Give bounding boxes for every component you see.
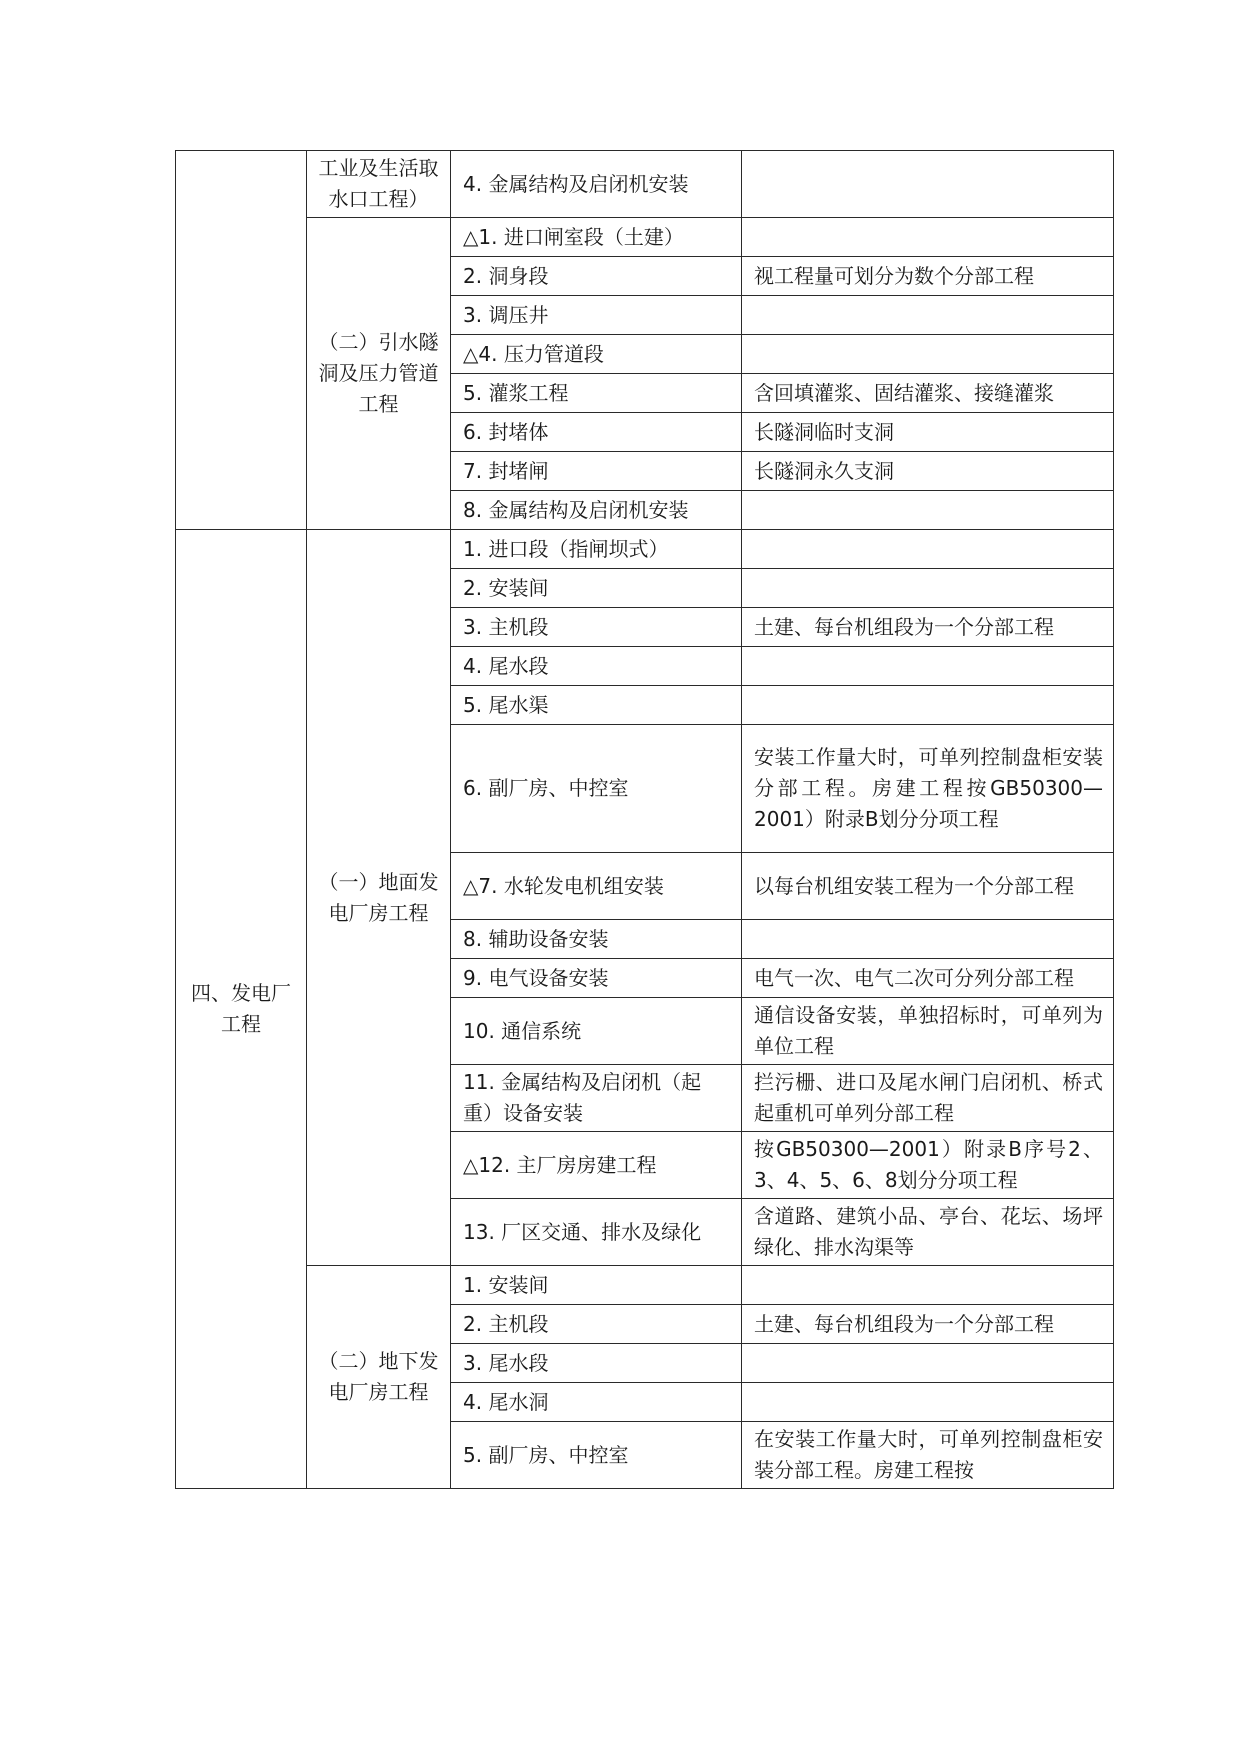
item-cell: 6. 封堵体 xyxy=(451,413,742,452)
note-cell xyxy=(742,151,1114,218)
item-cell: 2. 洞身段 xyxy=(451,257,742,296)
note-cell xyxy=(742,1266,1114,1305)
note-cell: 安装工作量大时，可单列控制盘柜安装分部工程。房建工程按GB50300—2001）附录B划分分项工程 xyxy=(742,725,1114,853)
table-row xyxy=(176,530,1114,569)
note-cell: 含道路、建筑小品、亭台、花坛、场坪绿化、排水沟渠等 xyxy=(742,1199,1114,1266)
item-cell: 7. 封堵闸 xyxy=(451,452,742,491)
item-cell: 1. 安装间 xyxy=(451,1266,742,1305)
note-cell: 拦污栅、进口及尾水闸门启闭机、桥式起重机可单列分部工程 xyxy=(742,1065,1114,1132)
project-division-table xyxy=(175,150,1114,1489)
table-row xyxy=(176,218,1114,257)
note-cell: 视工程量可划分为数个分部工程 xyxy=(742,257,1114,296)
item-cell: 4. 金属结构及启闭机安装 xyxy=(451,151,742,218)
item-cell: △7. 水轮发电机组安装 xyxy=(451,853,742,920)
item-cell: 2. 安装间 xyxy=(451,569,742,608)
subproject-cell: （一）地面发电厂房工程 xyxy=(307,530,451,1266)
note-cell xyxy=(742,491,1114,530)
item-cell: 9. 电气设备安装 xyxy=(451,959,742,998)
note-cell xyxy=(742,530,1114,569)
note-cell xyxy=(742,335,1114,374)
note-cell: 长隧洞临时支洞 xyxy=(742,413,1114,452)
note-cell xyxy=(742,920,1114,959)
note-cell xyxy=(742,1344,1114,1383)
subproject-cell: 工业及生活取水口工程） xyxy=(307,151,451,218)
item-cell: 3. 主机段 xyxy=(451,608,742,647)
note-cell: 按GB50300—2001）附录B序号2、3、4、5、6、8划分分项工程 xyxy=(742,1132,1114,1199)
subproject-cell: （二）地下发电厂房工程 xyxy=(307,1266,451,1489)
note-cell: 土建、每台机组段为一个分部工程 xyxy=(742,608,1114,647)
note-cell xyxy=(742,569,1114,608)
note-cell: 电气一次、电气二次可分列分部工程 xyxy=(742,959,1114,998)
note-cell xyxy=(742,218,1114,257)
note-cell: 土建、每台机组段为一个分部工程 xyxy=(742,1305,1114,1344)
note-cell xyxy=(742,686,1114,725)
note-cell: 在安装工作量大时，可单列控制盘柜安装分部工程。房建工程按 xyxy=(742,1422,1114,1489)
note-cell: 通信设备安装，单独招标时，可单列为单位工程 xyxy=(742,998,1114,1065)
note-cell: 以每台机组安装工程为一个分部工程 xyxy=(742,853,1114,920)
item-cell: 11. 金属结构及启闭机（起重）设备安装 xyxy=(451,1065,742,1132)
category-cell xyxy=(176,151,307,530)
item-cell: 5. 副厂房、中控室 xyxy=(451,1422,742,1489)
item-cell: 4. 尾水洞 xyxy=(451,1383,742,1422)
item-cell: 3. 尾水段 xyxy=(451,1344,742,1383)
item-cell: 13. 厂区交通、排水及绿化 xyxy=(451,1199,742,1266)
item-cell: 8. 辅助设备安装 xyxy=(451,920,742,959)
item-cell: 5. 灌浆工程 xyxy=(451,374,742,413)
item-cell: 5. 尾水渠 xyxy=(451,686,742,725)
item-cell: 10. 通信系统 xyxy=(451,998,742,1065)
note-cell xyxy=(742,647,1114,686)
category-cell: 四、发电厂工程 xyxy=(176,530,307,1489)
item-cell: △4. 压力管道段 xyxy=(451,335,742,374)
item-cell: 1. 进口段（指闸坝式） xyxy=(451,530,742,569)
note-cell xyxy=(742,1383,1114,1422)
item-cell: △12. 主厂房房建工程 xyxy=(451,1132,742,1199)
item-cell: 3. 调压井 xyxy=(451,296,742,335)
subproject-cell: （二）引水隧洞及压力管道工程 xyxy=(307,218,451,530)
item-cell: 6. 副厂房、中控室 xyxy=(451,725,742,853)
table-row xyxy=(176,151,1114,218)
item-cell: 2. 主机段 xyxy=(451,1305,742,1344)
note-cell xyxy=(742,296,1114,335)
item-cell: 8. 金属结构及启闭机安装 xyxy=(451,491,742,530)
item-cell: △1. 进口闸室段（土建） xyxy=(451,218,742,257)
note-cell: 长隧洞永久支洞 xyxy=(742,452,1114,491)
item-cell: 4. 尾水段 xyxy=(451,647,742,686)
table-row xyxy=(176,1266,1114,1305)
note-cell: 含回填灌浆、固结灌浆、接缝灌浆 xyxy=(742,374,1114,413)
